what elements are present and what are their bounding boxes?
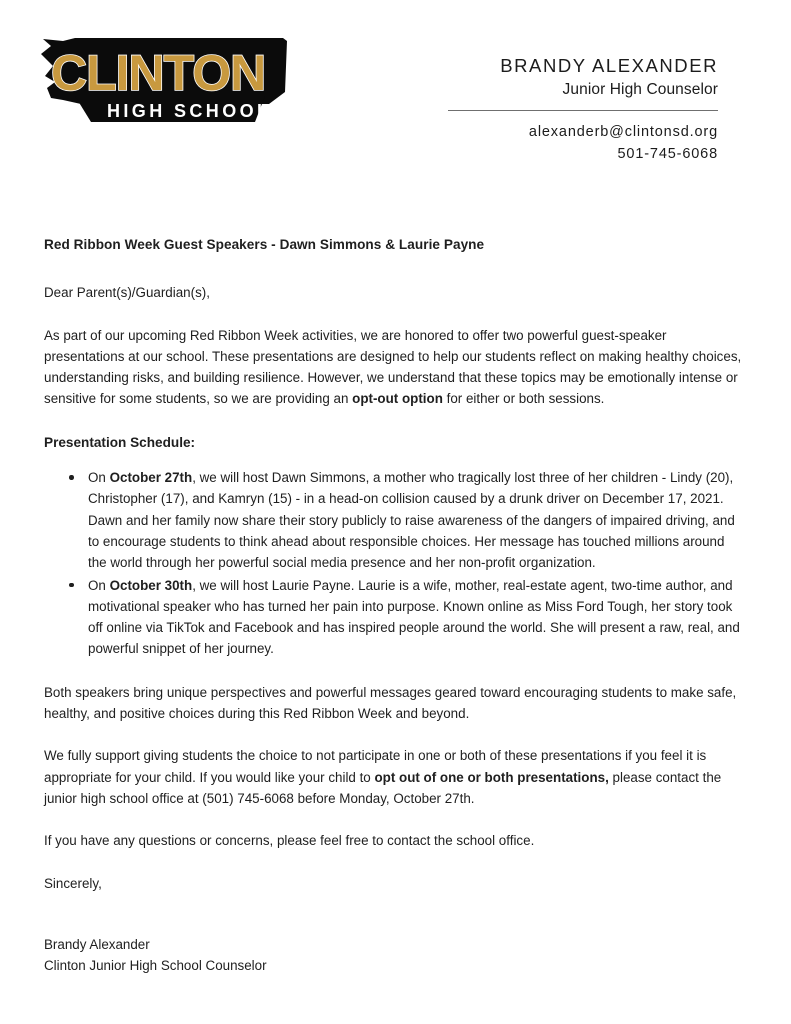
speaker-1-date: October 27th: [109, 470, 193, 486]
intro-text-1: As part of our upcoming Red Ribbon Week activities, we are honored to offer two powerful guest-speaker presentations at our school. These presentations are designed to help our students reflect on making healthy choices, understanding risks, and building resilience. However, we understand that these topics may be emotionally intense or sensitive for some students, so we are providing an: [44, 327, 742, 407]
opt-out-paragraph: [44, 745, 746, 809]
opt-out-option-emphasis: opt-out option: [352, 391, 443, 407]
bullet-icon: [69, 475, 74, 480]
speaker-2-date: October 30th: [109, 577, 193, 593]
letter-subject: Red Ribbon Week Guest Speakers - Dawn Simmons & Laurie Payne: [44, 237, 485, 252]
counselor-email[interactable]: alexanderb@clintonsd.org: [528, 124, 718, 141]
clinton-high-school-logo: [33, 38, 289, 124]
speaker-1-text-2: , we will host Dawn Simmons, a mother who tragically lost three of her children - Lindy (20), Christopher (17), and Kamryn (15) - in a head-on collision caused by a drunk driver on December 17, 2021. Dawn and her family now share their story publicly to raise awareness of the dangers of impaired driving, and to encourage students to think ahead about responsible choices. Her message has touched millions around the world through her powerful social media presence and her non-profit organization.: [88, 470, 735, 571]
signature-name: Brandy Alexander: [44, 936, 150, 952]
list-item: [44, 467, 746, 573]
speaker-2-text-2: , we will host Laurie Payne. Laurie is a wife, mother, real-estate agent, two-time author, and motivational speaker who has turned her pain into purpose. Known online as Miss Ford Tough, her story took off online via TikTok and Facebook and has inspired people around the world. She will present a raw, real, and powerful snippet of her journey.: [88, 577, 740, 657]
opt-out-text-1: We fully support giving students the choice to not participate in one or both of these presentations if you feel it is appropriate for your child. If you would like your child to: [44, 748, 707, 785]
intro-paragraph: [44, 325, 746, 410]
speaker-2-text-1: On: [88, 577, 110, 593]
sincerely-line: Sincerely,: [44, 875, 102, 891]
counselor-name: BRANDY ALEXANDER: [500, 55, 718, 76]
intro-text-2: for either or both sessions.: [442, 391, 605, 407]
contact-block: [448, 55, 718, 166]
questions-paragraph: If you have any questions or concerns, please feel free to contact the school office.: [44, 833, 535, 849]
speaker-1-text-1: On: [88, 470, 110, 486]
list-item: [44, 575, 746, 660]
both-speakers-paragraph: Both speakers bring unique perspectives and powerful messages geared toward encouraging students to make safe, healthy, and positive choices during this Red Ribbon Week and beyond.: [44, 684, 737, 722]
opt-out-emphasis: opt out of one or both presentations,: [374, 769, 609, 785]
presentation-schedule-heading: Presentation Schedule:: [44, 434, 196, 450]
counselor-phone[interactable]: 501-745-6068: [617, 146, 718, 163]
header-divider: [448, 110, 718, 111]
signature-block: [44, 934, 746, 977]
opt-out-text-2: please contact the junior high school office at (501) 745-6068 before Monday, October 27th.: [44, 769, 722, 806]
svg-text:CLINTON: CLINTON: [51, 45, 266, 101]
counselor-title: Junior High Counselor: [562, 81, 718, 99]
svg-text:HIGH SCHOOL: HIGH SCHOOL: [107, 101, 272, 121]
signature-title: Clinton Junior High School Counselor: [44, 958, 267, 974]
bullet-icon: [69, 583, 74, 588]
schedule-list: [44, 467, 746, 660]
letter-body: [44, 234, 746, 976]
letterhead: [0, 0, 791, 190]
salutation: Dear Parent(s)/Guardian(s),: [44, 285, 210, 301]
